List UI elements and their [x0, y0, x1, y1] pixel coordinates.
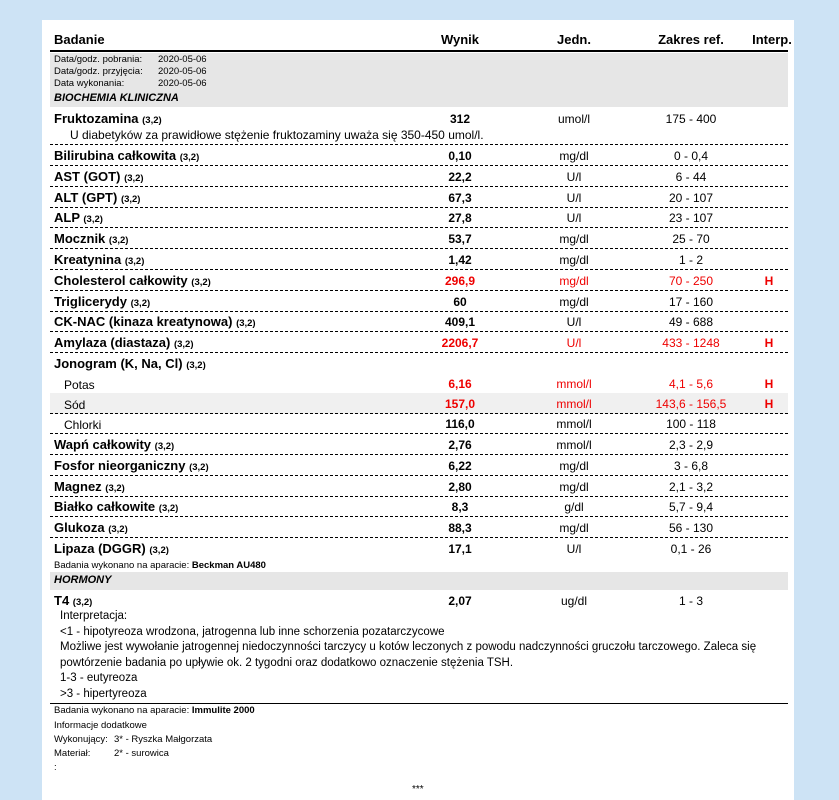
table-row: Bilirubina całkowita (3,2) 0,10 mg/dl 0 - 0,4 — [50, 145, 788, 166]
meta-line: Data wykonania: 2020-05-06 — [54, 78, 207, 89]
table-row: Triglicerydy (3,2) 60 mg/dl 17 - 160 — [50, 291, 788, 312]
table-row: Glukoza (3,2) 88,3 mg/dl 56 - 130 — [50, 517, 788, 538]
table-row: Lipaza (DGGR) (3,2) 17,1 U/l 0,1 - 26 — [54, 541, 712, 556]
colon: : — [54, 762, 57, 773]
table-row: T4 (3,2) 2,07 ug/dl 1 - 3 — [54, 593, 703, 608]
table-row: Fruktozamina (3,2) 312 umol/l 175 - 400 U diabetyków za prawidłowe stężenie fruktozaminy uważa się 350-450 umol/l. — [50, 108, 788, 145]
material: Materiał: 2* - surowica — [54, 748, 169, 759]
table-header — [50, 30, 792, 52]
table-row: ALP (3,2) 27,8 U/l 23 - 107 — [50, 207, 788, 228]
extra-info: Informacje dodatkowe — [54, 720, 147, 731]
report-page — [42, 20, 794, 800]
table-row: Mocznik (3,2) 53,7 mg/dl 25 - 70 — [50, 228, 788, 249]
end-marker: *** — [412, 784, 424, 795]
performer: Wykonujący: 3* - Ryszka Małgorzata — [54, 734, 213, 745]
meta-line: Data/godz. przyjęcia: 2020-05-06 — [54, 66, 207, 77]
table-row: Wapń całkowity (3,2) 2,76 mmol/l 2,3 - 2,9 — [50, 434, 788, 455]
table-row: Potas 6,16 mmol/l 4,1 - 5,6 H — [50, 373, 788, 394]
apparatus-note: Badania wykonano na aparacie: Immulite 2000 — [54, 705, 255, 716]
header-test: Badanie — [54, 32, 105, 47]
header-result: Wynik — [440, 32, 480, 47]
interpretation-text: Interpretacja: <1 - hipotyreoza wrodzona, jatrogenna lub inne schorzenia pozatarczycowe Możliwe jest wywołanie jatrogennej niedoczynności tarczycy u kotów leczonych z powodu nadczynności gruczołu tarczowego. Zaleca się powtórzenie badania po upływie ok. 2 tygodni oraz dodatkowo oznaczenie stężenia TSH. 1-3 - eutyreoza >3 - hipertyreoza — [60, 610, 757, 700]
table-row: Amylaza (diastaza) (3,2) 2206,7 U/l 433 - 1248 H — [50, 332, 788, 353]
section-title: BIOCHEMIA KLINICZNA — [54, 92, 179, 104]
table-row: Magnez (3,2) 2,80 mg/dl 2,1 - 3,2 — [50, 476, 788, 497]
header-interp: Interp. — [752, 32, 792, 47]
table-row: Fosfor nieorganiczny (3,2) 6,22 mg/dl 3 - 6,8 — [50, 455, 788, 476]
table-row: Cholesterol całkowity (3,2) 296,9 mg/dl 70 - 250 H — [50, 270, 788, 291]
table-row: Kreatynina (3,2) 1,42 mg/dl 1 - 2 — [50, 249, 788, 270]
table-row: CK-NAC (kinaza kreatynowa) (3,2) 409,1 U/l 49 - 688 — [50, 311, 788, 332]
table-row: ALT (GPT) (3,2) 67,3 U/l 20 - 107 — [50, 187, 788, 208]
section-title: HORMONY — [54, 574, 112, 586]
meta-line: Data/godz. pobrania: 2020-05-06 — [54, 54, 207, 65]
row-note: U diabetyków za prawidłowe stężenie fruktozaminy uważa się 350-450 umol/l. — [70, 128, 484, 142]
header-ref: Zakres ref. — [658, 32, 724, 47]
table-row: Sód 157,0 mmol/l 143,6 - 156,5 H — [50, 393, 788, 414]
section-band — [50, 572, 788, 590]
divider — [50, 703, 788, 704]
table-row: Jonogram (K, Na, Cl) (3,2) — [54, 356, 206, 371]
table-row: Białko całkowite (3,2) 8,3 g/dl 5,7 - 9,4 — [50, 496, 788, 517]
table-row: AST (GOT) (3,2) 22,2 U/l 6 - 44 — [50, 166, 788, 187]
table-row: Chlorki 116,0 mmol/l 100 - 118 — [50, 413, 788, 434]
apparatus-note: Badania wykonano na aparacie: Beckman AU480 — [54, 560, 266, 571]
header-unit: Jedn. — [557, 32, 591, 47]
